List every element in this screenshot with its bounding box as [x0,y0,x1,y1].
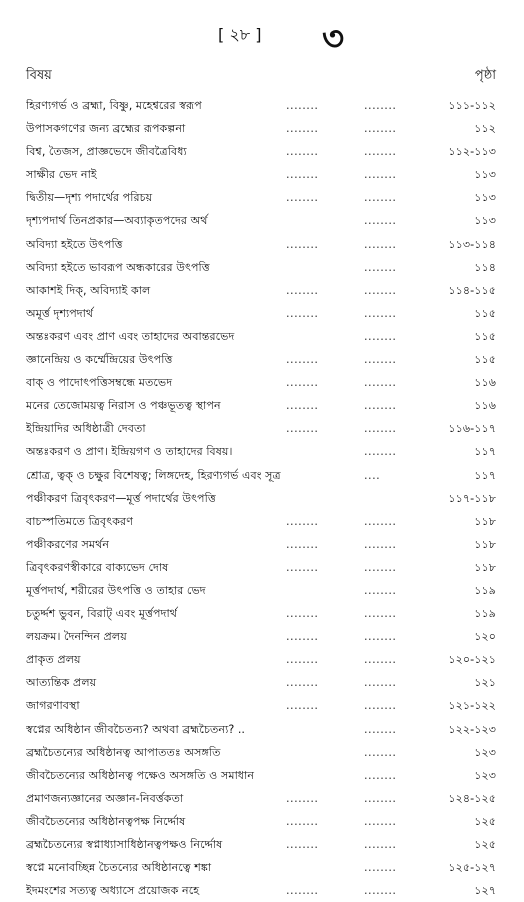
leader-dots: ........ [364,607,397,621]
contents-entry [26,371,496,394]
entry-title: অবিদ্যা হইতে ভাবরূপ অন্ধকারের উৎপত্তি [26,260,210,274]
contents-entry [26,117,496,140]
entry-page: ১১৭ [474,468,496,482]
contents-entry [26,556,496,579]
contents-entry [26,694,496,717]
leader-dots: ........ [364,583,397,597]
contents-entry [26,417,496,440]
leader-dots: ........ [364,630,397,644]
leader-dots: ........ [286,607,319,621]
leader-dots: ........ [364,537,397,551]
entry-title: পঞ্চীকরণ ত্রিবৃৎকরণ—মূর্ত্ত পদার্থের উৎপত্তি [26,491,216,505]
entry-page: ১২০ [474,630,496,644]
entry-title: জ্ঞানেন্দ্রিয় ও কর্ম্মেন্দ্রিয়ের উৎপত্তি [26,353,173,367]
entry-page: ১১৩ [474,168,496,182]
leader-dots: ........ [364,560,397,574]
leader-dots: ........ [364,99,397,112]
leader-dots: ........ [364,376,397,390]
leader-dots: ........ [364,768,397,782]
contents-entry [26,718,496,741]
entry-title: আকাশই দিক্, অবিদ্যাই কাল [26,283,151,297]
entry-page: ১১৫ [474,329,496,343]
entry-title: জীবচৈতন্যের অধিষ্ঠানত্ব পক্ষেও অসঙ্গতি ও সমাধান [26,768,255,782]
entry-title: স্বপ্নের অধিষ্ঠান জীবচৈতন্য? অথবা ব্রহ্মচৈতন্য? .. [26,722,245,736]
entry-title: দৃশ্যপদার্থ তিনপ্রকার—অব্যাকৃতপদের অর্থ [26,214,208,228]
entry-page: ১২১ [474,676,496,690]
entry-page: ১২৫ [474,814,496,828]
contents-entry [26,787,496,810]
leader-dots: ........ [286,884,319,898]
leader-dots: ........ [286,699,319,713]
entry-page: ১২৭ [474,884,496,898]
contents-entry [26,209,496,232]
contents-entry [26,879,496,902]
entry-title: ইন্দ্রিয়াদির অধিষ্ঠাত্রী দেবতা [26,422,146,436]
leader-dots: ........ [286,514,319,528]
entry-title: জাগরণাবস্থা [26,699,80,713]
leader-dots: ........ [286,306,319,320]
leader-dots: ........ [286,791,319,805]
entry-title: হিরণ্যগর্ভ ও ব্রহ্মা, বিষ্ণু, মহেশ্বরের স্বরূপ [26,99,202,112]
entry-page: ১১৩ [474,191,496,205]
contents-entry [26,856,496,879]
contents-entry [26,325,496,348]
entry-title: শ্রোত্র, ত্বক্ ও চক্ষুর বিশেষত্ব; লিঙ্গদেহ, হিরণ্যগর্ভ এবং সূত্র [26,468,281,482]
leader-dots: ........ [364,676,397,690]
leader-dots: ........ [286,191,319,205]
contents-entry [26,764,496,787]
entry-page: ১২৩ [474,745,496,759]
chapter-number: ৩ [322,19,345,59]
page-number: [ ২৮ ] [218,25,262,44]
entry-page: ১১৮ [474,514,496,528]
entry-page: ১২২-১২৩ [448,722,496,736]
leader-dots: ........ [364,422,397,436]
leader-dots: ........ [364,214,397,228]
leader-dots: ........ [364,653,397,667]
entry-title: আত্যন্তিক প্রলয় [26,676,97,690]
page-column-header: পৃষ্ঠা [474,68,496,83]
leader-dots: ........ [364,838,397,851]
leader-dots: ........ [286,145,319,159]
contents-list [26,94,496,902]
contents-entry [26,140,496,163]
entry-page: ১১৮ [474,537,496,551]
entry-page: ১১৩-১১৪ [448,237,496,251]
contents-entry [26,579,496,602]
entry-title: ইদমংশের সত্যত্ব অধ্যাসে প্রয়োজক নহে [26,884,200,898]
entry-page: ১১৭ [474,445,496,459]
entry-title: উপাসকগণের জন্য ব্রহ্মের রূপকল্পনা [26,122,186,136]
entry-title: মনের তেজোময়ত্ব নিরাস ও পঞ্চভূতত্ব স্থাপন [26,399,221,413]
leader-dots: ........ [364,353,397,367]
leader-dots: ........ [364,168,397,182]
leader-dots: ........ [364,122,397,136]
entry-title: চতুর্দ্দশ ভুবন, বিরাট্ এবং মূর্ত্তপদার্থ [26,607,177,621]
contents-entry [26,833,496,856]
entry-page: ১২১-১২২ [448,699,496,713]
contents-entry [26,279,496,302]
entry-title: অমূর্ত্ত দৃশ্যপদার্থ [26,306,94,320]
leader-dots: ........ [286,422,319,436]
entry-title: অন্তঃকরণ এবং প্রাণ এবং তাহাদের অবান্তরভেদ [26,329,235,343]
leader-dots: ........ [286,99,319,112]
entry-title: মূর্ত্তপদার্থ, শরীরের উৎপত্তি ও তাহার ভেদ [26,583,206,597]
leader-dots: ........ [364,445,397,459]
contents-entry [26,394,496,417]
leader-dots: ........ [286,237,319,251]
entry-title: ব্রহ্মচৈতন্যের অধিষ্ঠানত্ব আপাততঃ অসঙ্গতি [26,745,221,759]
leader-dots: ........ [364,861,397,875]
entry-page: ১১৭-১১৮ [448,491,496,505]
contents-entry [26,440,496,463]
leader-dots: ........ [286,122,319,136]
entry-page: ১১৬-১১৭ [448,422,496,436]
contents-entry [26,186,496,209]
entry-page: ১২৫ [474,838,496,851]
leader-dots: ........ [364,283,397,297]
subject-column-header: বিষয় [26,68,52,83]
entry-title: প্রাকৃত প্রলয় [26,653,81,667]
entry-page: ১২৩ [474,768,496,782]
leader-dots: ........ [286,814,319,828]
entry-title: বিশ্ব, তৈজস, প্রাজ্ঞভেদে জীবত্রৈবিধ্য [26,145,187,159]
entry-page: ১১৩ [474,214,496,228]
contents-entry [26,602,496,625]
entry-title: ত্রিবৃৎকরণস্বীকারে বাক্যভেদ দোষ [26,560,169,574]
entry-title: বাচস্পতিমতে ত্রিবৃৎকরণ [26,514,133,528]
leader-dots: ........ [364,791,397,805]
entry-title: পঞ্চীকরণের সমর্থন [26,537,110,551]
entry-page: ১১৪ [474,260,496,274]
leader-dots: ........ [364,191,397,205]
contents-entry [26,625,496,648]
leader-dots: ........ [364,722,397,736]
entry-page: ১১৯ [474,607,496,621]
entry-page: ১১২ [474,122,496,136]
contents-entry [26,163,496,186]
leader-dots: ........ [364,329,397,343]
entry-page: ১১৬ [474,376,496,390]
leader-dots: ........ [286,838,319,851]
leader-dots: ........ [364,814,397,828]
entry-title: দ্বিতীয়—দৃশ্য পদার্থের পরিচয় [26,191,153,205]
contents-entry [26,671,496,694]
leader-dots: ........ [364,260,397,274]
leader-dots: ........ [364,145,397,159]
contents-entry [26,94,496,117]
leader-dots: ........ [286,676,319,690]
contents-entry [26,233,496,256]
entry-title: প্রমাণজন্যজ্ঞানের অজ্ঞান-নিবর্ত্তকতা [26,791,184,805]
entry-page: ১২৪-১২৫ [448,791,496,805]
contents-entry [26,464,496,487]
leader-dots: .... [364,468,381,482]
contents-entry [26,487,496,510]
contents-entry [26,348,496,371]
entry-title: অন্তঃকরণ ও প্রাণ। ইন্দ্রিয়গণ ও তাহাদের বিষয়। [26,445,233,459]
entry-page: ১১৮ [474,560,496,574]
entry-title: ব্রহ্মচৈতন্যের স্বপ্নাধ্যাসাধিষ্ঠানত্বপক্ষও নির্দ্দোষ [26,838,223,851]
contents-entry [26,533,496,556]
entry-page: ১১৪-১১৫ [448,283,496,297]
leader-dots: ........ [286,376,319,390]
leader-dots: ........ [364,699,397,713]
leader-dots: ........ [286,399,319,413]
leader-dots: ........ [364,514,397,528]
entry-page: ১২০-১২১ [448,653,496,667]
leader-dots: ........ [364,884,397,898]
leader-dots: ........ [286,283,319,297]
entry-title: জীবচৈতন্যের অধিষ্ঠানত্বপক্ষ নির্দ্দোষ [26,814,186,828]
contents-entry [26,648,496,671]
leader-dots: ........ [286,560,319,574]
contents-entry [26,810,496,833]
entry-page: ১২৫-১২৭ [448,861,496,875]
entry-page: ১১৬ [474,399,496,413]
leader-dots: ........ [364,237,397,251]
leader-dots: ........ [286,630,319,644]
contents-entry [26,741,496,764]
leader-dots: ........ [286,168,319,182]
leader-dots: ........ [364,306,397,320]
entry-page: ১১৫ [474,353,496,367]
entry-page: ১১২-১১৩ [448,145,496,159]
leader-dots: ........ [364,399,397,413]
entry-title: বাক্ ও পাদোৎপত্তিসম্বন্ধে মতভেদ [26,376,173,390]
leader-dots: ........ [286,653,319,667]
entry-title: স্বপ্নে মনোবচ্ছিন্ন চৈতন্যের অধিষ্ঠানত্বে শঙ্কা [26,861,212,875]
contents-entry [26,510,496,533]
leader-dots: ........ [286,537,319,551]
entry-page: ১১৯ [474,583,496,597]
contents-entry [26,256,496,279]
leader-dots: ........ [286,353,319,367]
leader-dots: ........ [364,745,397,759]
entry-title: সাক্ষীর ভেদ নাই [26,168,97,182]
entry-title: লয়ক্রম। দৈনন্দিন প্রলয় [26,630,127,644]
entry-page: ১১৫ [474,306,496,320]
entry-page: ১১১-১১২ [448,99,496,112]
entry-title: অবিদ্যা হইতে উৎপত্তি [26,237,123,251]
contents-entry [26,302,496,325]
